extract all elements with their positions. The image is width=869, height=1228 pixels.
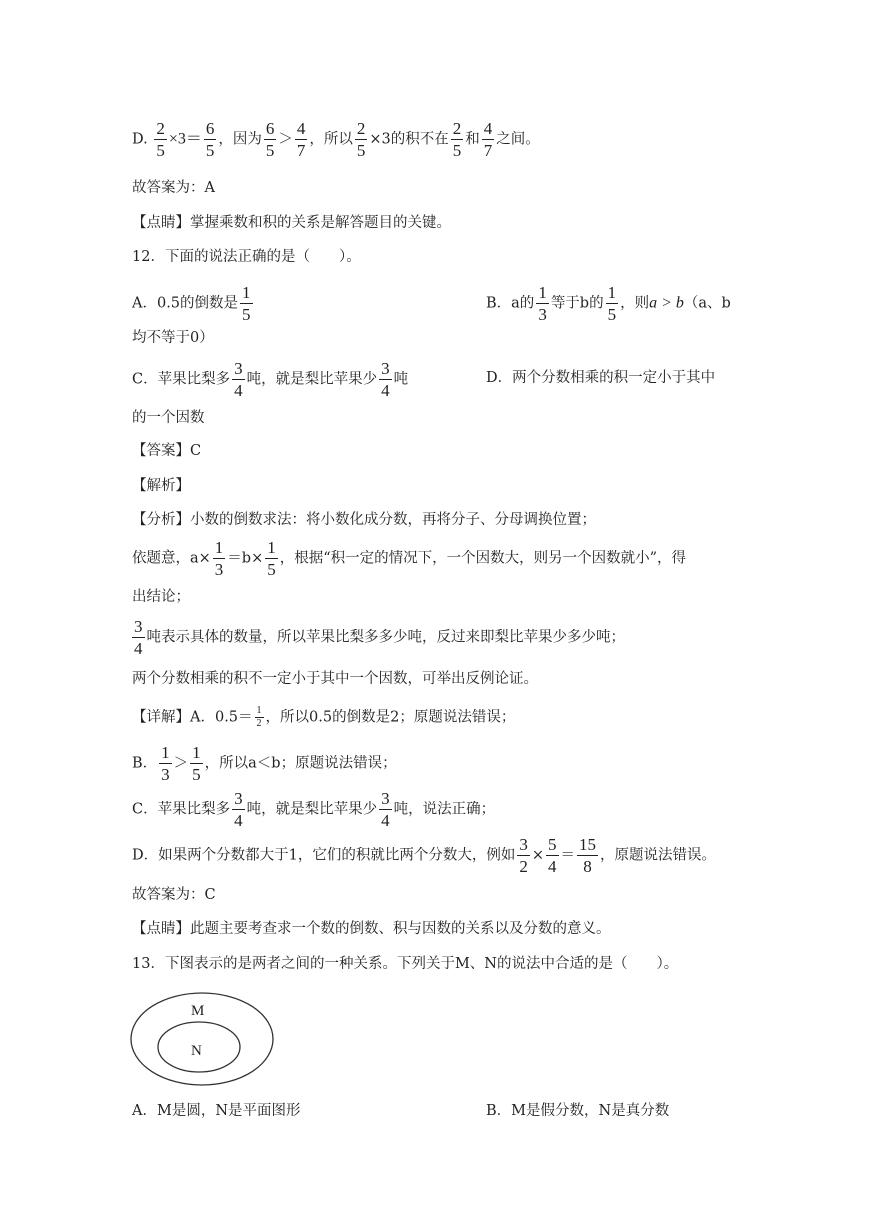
yiti-cont: 出结论； — [132, 589, 190, 605]
fraction: $\frac{3}{4}$ — [381, 359, 390, 400]
liangge-line: 两个分数相乘的积不一定小于其中一个因数，可举出反例论证。 — [132, 671, 538, 687]
answer-12: 【答案】C — [132, 443, 202, 459]
fraction: $\frac{4}{7}$ — [483, 119, 493, 160]
fraction: $\frac{3}{4}$ — [381, 789, 390, 830]
q12-option-c: C．苹果比梨多 $\frac{3}{4}$ 吨，就是梨比苹果少 $\frac{3}{4}$ 吨 — [132, 359, 409, 400]
fraction: $\frac{1}{5}$ — [192, 743, 201, 784]
fraction: $\frac{1}{3}$ — [538, 283, 547, 324]
label-m: M — [191, 1003, 205, 1019]
q12-option-b: B．a的 $\frac{1}{3}$ 等于b的 $\frac{1}{5}$ ，则a > b（a、b — [486, 283, 731, 324]
fraction: $\frac{1}{5}$ — [242, 283, 251, 324]
option-d-line: D. $\frac{2}{5}$ ×3＝ $\frac{6}{5}$ ，因为 $\frac{6}{5}$ ＞ $\frac{4}{7}$ ，所以 $\frac{2}{5}$ ×3的积不在 $\frac{2}{5}$ 和 $\frac{4}{7}$ 之间。 — [132, 119, 540, 160]
detail-c: C．苹果比梨多 $\frac{3}{4}$ 吨，就是梨比苹果少 $\frac{3}{4}$ 吨，说法正确； — [132, 789, 496, 830]
q12-option-a: A．0.5的倒数是 $\frac{1}{5}$ — [132, 283, 251, 324]
q12-option-d: D．两个分数相乘的积一定小于其中 — [486, 370, 716, 386]
fraction: $\frac{1}{2}$ — [256, 705, 262, 729]
jiexi-heading: 【解析】 — [132, 478, 190, 494]
xiangjie-a: 【详解】A．0.5＝ $\frac{1}{2}$ ，所以0.5的倒数是2；原题说法错误； — [132, 705, 516, 729]
fraction: $\frac{6}{5}$ — [205, 119, 215, 160]
dianjing-12: 【点睛】此题主要考查求一个数的倒数、积与因数的关系以及分数的意义。 — [132, 921, 611, 937]
venn-diagram — [128, 988, 278, 1090]
fraction: $\frac{1}{5}$ — [607, 283, 617, 324]
q12-option-b-cont: 均不等于0） — [132, 330, 214, 346]
fraction: $\frac{1}{3}$ — [161, 743, 170, 784]
fraction: $\frac{3}{4}$ — [234, 789, 243, 830]
q13-option-b: B．M是假分数，N是真分数 — [486, 1103, 670, 1119]
answer-11: 故答案为：A — [132, 180, 215, 196]
fraction: $\frac{1}{5}$ — [267, 538, 276, 579]
question-13: 13．下图表示的是两者之间的一种关系。下列关于M、N的说法中合适的是（ ）。 — [132, 956, 679, 972]
fraction: $\frac{6}{5}$ — [265, 119, 275, 160]
q12-option-d-cont: 的一个因数 — [132, 410, 205, 426]
fraction: $\frac{2}{5}$ — [356, 119, 366, 160]
detail-d: D．如果两个分数都大于1，它们的积就比两个分数大，例如 $\frac{3}{2}$ × $\frac{5}{4}$ ＝ $\frac{15}{8}$ ，原题说法错误。 — [132, 835, 717, 876]
fenxi-line: 【分析】小数的倒数求法：将小数化成分数，再将分子、分母调换位置； — [132, 512, 596, 528]
fraction: $\frac{3}{4}$ — [234, 359, 243, 400]
q13-option-a: A．M是圆，N是平面图形 — [132, 1103, 301, 1119]
dun-line: $\frac{3}{4}$ 吨表示具体的数量，所以苹果比梨多多少吨，反过来即梨比苹果少多少吨； — [134, 617, 625, 658]
detail-b: B． $\frac{1}{3}$ ＞ $\frac{1}{5}$ ，所以a＜b；原题说法错误； — [132, 743, 397, 784]
fraction: $\frac{3}{2}$ — [519, 835, 528, 876]
label-n: N — [191, 1043, 202, 1059]
fraction: $\frac{4}{7}$ — [296, 119, 306, 160]
fraction: $\frac{2}{5}$ — [156, 119, 165, 160]
fraction: $\frac{3}{4}$ — [134, 617, 143, 658]
fraction: $\frac{2}{5}$ — [452, 119, 462, 160]
yiti-line: 依题意，a× $\frac{1}{3}$ ＝b× $\frac{1}{5}$ ，根据“积一定的情况下，一个因数大，则另一个因数就小”，得 — [132, 538, 687, 579]
question-12: 12．下面的说法正确的是（ ）。 — [132, 249, 361, 265]
fraction: $\frac{5}{4}$ — [548, 835, 557, 876]
dianjing-11: 【点睛】掌握乘数和积的关系是解答题目的关键。 — [132, 215, 451, 231]
fraction: $\frac{1}{3}$ — [214, 538, 224, 579]
fraction: $\frac{15}{8}$ — [579, 835, 597, 876]
answer-12-final: 故答案为：C — [132, 887, 216, 903]
